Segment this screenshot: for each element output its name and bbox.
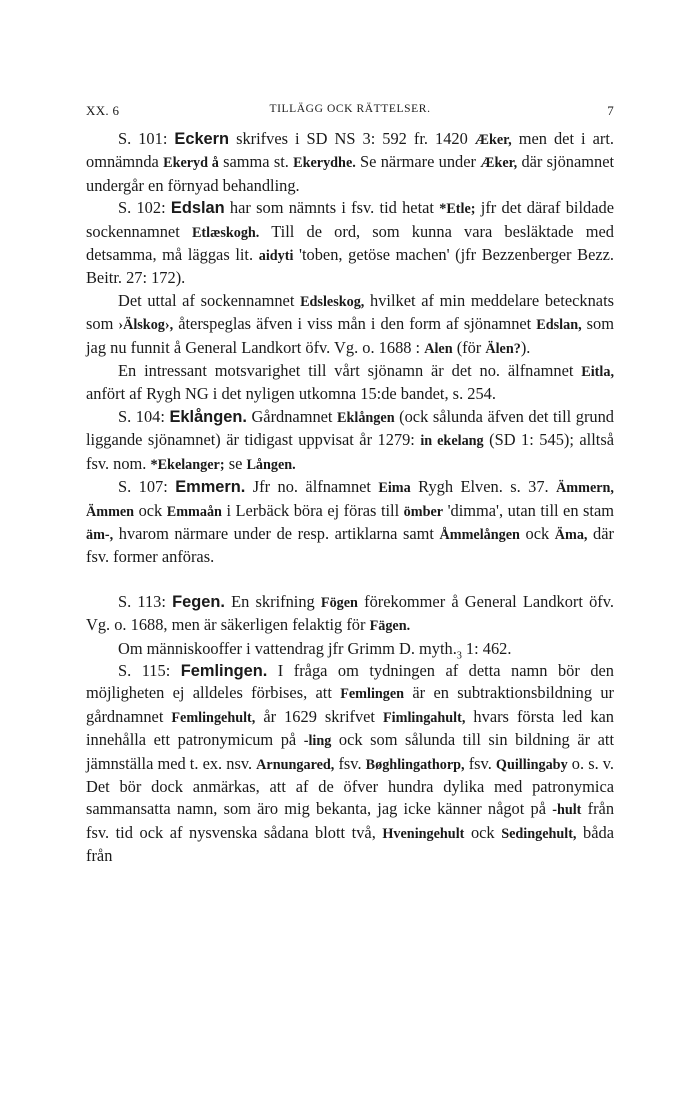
form-word: Ämmern, Ämmen — [86, 480, 614, 520]
text-run: Se närmare under — [355, 152, 481, 172]
headword: Fegen. — [172, 592, 225, 611]
page-number: 7 — [607, 103, 614, 118]
text-run: ). — [520, 337, 531, 357]
text-run: se — [224, 453, 247, 473]
form-word: Femlingehult, — [171, 709, 256, 726]
text-run: samma st. — [218, 152, 294, 172]
headword: Eklången. — [169, 407, 247, 426]
form-word: Æker, — [480, 155, 518, 172]
form-word: Åmmelången — [439, 526, 520, 543]
form-word: Fägen. — [369, 618, 411, 635]
form-word: Femlingen — [340, 686, 405, 703]
text-run: o. s. v. Det bör dock anmärkas, att af de öfver hundra dylika med patronymica sammansatta namn, som äro mig bekanta, jag icke känner något på — [86, 753, 615, 819]
headword: Eckern — [174, 130, 230, 148]
form-word: Edsleskog, — [300, 293, 365, 310]
text-run: ock — [519, 523, 555, 543]
body-text — [86, 128, 614, 868]
text-run: hvars första led kan innehålla ett patronymicum på — [86, 706, 614, 750]
text-run: ock som sålunda till sin bildning är att jämnställa med t. ex. nsv. — [86, 730, 614, 773]
form-word: Etlæskogh. — [191, 224, 260, 241]
text-run: (för — [452, 337, 486, 357]
running-header — [86, 103, 614, 123]
form-word: aidyti — [258, 248, 294, 265]
text-run: Till de ord, som kunna vara besläktade med detsamma, må läggas lit. — [86, 221, 614, 265]
form-word: in ekelang — [420, 433, 484, 450]
text-run: En intressant motsvarighet till vårt sjönamn är det no. älfnamnet — [118, 361, 582, 381]
text-run: skrifves i SD NS 3: 592 fr. 1420 — [229, 129, 475, 148]
text-run: anfört af Rygh NG i det nyligen utkomna 15:de bandet, s. 254. — [86, 384, 496, 404]
form-word: Arnungared, — [256, 756, 335, 773]
text-run: S. 101: — [118, 129, 175, 148]
form-word: ömber — [403, 503, 444, 520]
form-word: Hveningehult — [382, 825, 465, 842]
paragraph-emmern — [86, 476, 614, 569]
text-run: där sjönamnet undergår en förnyad behandling. — [86, 152, 615, 195]
text-run: S. 115: — [118, 660, 181, 680]
text-run: har som nämnts i fsv. tid hetat — [224, 198, 440, 218]
form-word: -hult — [552, 802, 582, 819]
form-word: Bøghlingathorp, — [365, 756, 465, 773]
form-word: Lången. — [246, 456, 296, 473]
text-run: förekommer å General Landkort öfv. Vg. o. 1688, men är säkerligen felaktig för — [86, 591, 614, 635]
text-run: (SD 1: 545); alltså fsv. nom. — [86, 430, 614, 473]
volume-number: XX. 6 — [86, 103, 120, 118]
text-run: 'toben, getöse machen' (jfr Bezzenberger Bezz. Beitr. 27: 172). — [86, 245, 614, 288]
form-word: Eima — [378, 480, 411, 497]
text-run: från fsv. tid ock af nysvenska sådana blott två, — [86, 799, 615, 842]
form-word: ›Älskog›, — [118, 317, 174, 334]
text-run: som jag nu funnit å General Landkort öfv. Vg. o. 1688 : — [86, 314, 615, 357]
text-run: S. 113: — [118, 591, 173, 611]
text-run: är en subtraktionsbildning ur gårdnamnet — [86, 683, 615, 726]
text-run: (ock sålunda äfven det till grund liggande sjönamnet) är tidigast uppvisat år 1279: — [86, 406, 614, 450]
form-word: Ekerydhe. — [293, 155, 356, 172]
headword: Femlingen. — [180, 661, 268, 680]
text-run: S. 102: — [118, 198, 171, 218]
text-run: fsv. — [464, 753, 496, 773]
paragraph-edslan — [86, 197, 614, 290]
running-title: TILLÄGG OCK RÄTTELSER. — [269, 103, 431, 115]
text-run: jfr det däraf bildade sockennamnet — [86, 198, 614, 241]
headword: Edslan — [170, 199, 225, 218]
form-word: Äma, — [554, 526, 588, 543]
text-run: 1: 462. — [461, 638, 512, 658]
text-run: där fsv. former anföras. — [86, 523, 614, 567]
text-run: I fråga om tydningen af detta namn bör den möjligheten ej alldeles förbises, att — [86, 660, 614, 703]
edition-subscript: 3 — [456, 649, 462, 661]
paragraph-femlingen — [86, 660, 614, 868]
text-run: båda från — [86, 822, 614, 866]
form-word: Ekeryd å — [163, 155, 219, 172]
form-word: Eitla, — [581, 364, 614, 381]
form-word: äm-, — [86, 526, 114, 543]
form-word: Älen? — [485, 340, 521, 357]
form-word: *Etle; — [439, 201, 476, 218]
form-word: Eklången — [337, 409, 395, 426]
form-word: Edslan, — [536, 317, 582, 334]
text-run: S. 104: — [118, 406, 170, 426]
form-word: Sedingehult, — [501, 825, 577, 842]
form-word: Æker, — [474, 132, 512, 148]
form-word: Fimlingahult, — [383, 709, 466, 726]
form-word: Emmaån — [166, 503, 222, 520]
form-word: *Ekelanger; — [150, 456, 225, 473]
text-run: 'dimma', utan till en stam — [443, 500, 614, 520]
text-run: ock — [464, 822, 502, 842]
text-run: fsv. — [334, 753, 366, 773]
paragraph-fegen — [86, 591, 614, 638]
text-run: Gårdnamnet — [246, 406, 338, 426]
text-run: år 1629 skrifvet — [255, 706, 384, 726]
text-run: återspeglas äfven i viss mån i den form af sjönamnet — [173, 314, 537, 334]
text-run: En skrifning — [224, 591, 321, 611]
paragraph-eitla — [86, 360, 614, 406]
headword: Emmern. — [175, 478, 246, 497]
text-run: Det uttal af sockennamnet — [118, 290, 301, 310]
text-run: hvilket af min meddelare betecknats som — [86, 290, 614, 334]
text-run: hvarom närmare under de resp. artiklarna samt — [113, 523, 440, 543]
text-run: men det i art. omnämnda — [86, 129, 614, 172]
paragraph-human-sacrifice — [86, 638, 614, 660]
text-run: ock — [134, 500, 167, 520]
text-run: Jfr no. älfnamnet — [245, 477, 379, 497]
form-word: Fögen — [320, 594, 358, 611]
text-run: Om människooffer i vattendrag jfr Grimm D. myth. — [118, 638, 457, 658]
form-word: Quillingaby — [495, 756, 568, 773]
text-run: S. 107: — [118, 477, 176, 497]
paragraph-eklangen — [86, 406, 614, 476]
form-word: -ling — [303, 733, 332, 750]
paragraph-edsleskog-pronunciation — [86, 290, 614, 360]
form-word: Alen — [424, 340, 453, 357]
paragraph-eckern — [86, 128, 614, 197]
text-run: i Lerbäck böra ej föras till — [221, 500, 404, 520]
text-run: Rygh Elven. s. 37. — [410, 477, 557, 497]
